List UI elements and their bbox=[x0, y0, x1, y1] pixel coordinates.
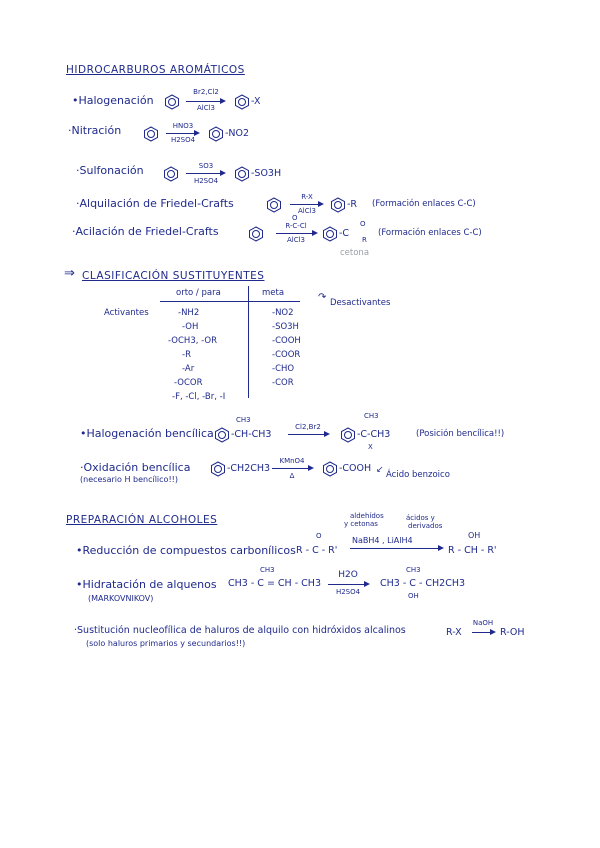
ketone-annotation: cetona bbox=[340, 248, 370, 258]
hydration-label: •Hidratación de alquenos bbox=[76, 578, 217, 591]
list-item: -OCOR bbox=[174, 378, 203, 388]
benzene-ring-icon bbox=[143, 126, 159, 142]
benzylic-oxidation-reagent-top: KMnO4 bbox=[279, 457, 305, 465]
list-item: -NH2 bbox=[178, 308, 200, 318]
arrow-head-icon bbox=[490, 629, 496, 635]
benzene-ring-icon bbox=[163, 166, 179, 182]
benzylic-oxidation-note: (necesario H bencílico!!) bbox=[80, 475, 178, 484]
list-item: -COR bbox=[272, 378, 294, 388]
reaction-arrow bbox=[350, 548, 440, 549]
markovnikov-label: (MARKOVNIKOV) bbox=[88, 594, 154, 603]
hydration-reagent-top: H2O bbox=[338, 570, 358, 580]
list-item: -OH bbox=[182, 322, 199, 332]
nitration-reagent-top: HNO3 bbox=[172, 122, 194, 130]
halogenation-reagent-bottom: AlCl3 bbox=[196, 104, 216, 112]
reaction-arrow bbox=[186, 173, 222, 174]
section-title-classification: CLASIFICACIÓN SUSTITUYENTES bbox=[82, 270, 265, 282]
alkylation-reagent-bottom: AlCl3 bbox=[297, 207, 317, 215]
table-divider-horizontal bbox=[160, 301, 300, 302]
acylation-label: ·Acilación de Friedel-Crafts bbox=[72, 225, 219, 238]
reduction-reagent: NaBH4 , LiAlH4 bbox=[352, 536, 413, 545]
benzylic-oxidation-chain: -CH2CH3 bbox=[227, 463, 271, 474]
reduction-note-aldehydes: aldehídos bbox=[350, 512, 384, 520]
sulfonation-reagent-bottom: H2SO4 bbox=[193, 177, 219, 185]
pointer-arrow-icon: ↙ bbox=[376, 465, 384, 475]
benzylic-ch3-top: CH3 bbox=[236, 416, 251, 424]
arrow-head-icon bbox=[438, 545, 444, 551]
substitution-product: R-OH bbox=[500, 627, 525, 638]
benzene-ring-icon bbox=[164, 94, 180, 110]
table-divider-vertical bbox=[248, 286, 249, 398]
sulfonation-product: -SO3H bbox=[251, 168, 282, 179]
halogenation-reagent-top: Br2,Cl2 bbox=[193, 88, 219, 96]
list-item: -F, -Cl, -Br, -I bbox=[172, 392, 226, 402]
reduction-reactant-oxygen: O bbox=[316, 532, 322, 540]
reduction-product: R - CH - R' bbox=[448, 545, 497, 556]
reaction-arrow bbox=[328, 584, 366, 585]
halogenation-label: •Halogenación bbox=[72, 94, 154, 107]
list-item: -CHO bbox=[272, 364, 295, 374]
deactivating-label: Desactivantes bbox=[330, 298, 391, 308]
reaction-arrow bbox=[472, 632, 492, 633]
reduction-note-ketones: y cetonas bbox=[344, 520, 378, 528]
reaction-arrow bbox=[288, 434, 326, 435]
ortho-para-header: orto / para bbox=[176, 288, 221, 298]
reduction-note-derivatives: derivados bbox=[408, 522, 443, 530]
meta-header: meta bbox=[262, 288, 285, 298]
reaction-arrow bbox=[186, 101, 222, 102]
arrow-head-icon bbox=[324, 431, 330, 437]
benzene-ring-icon bbox=[322, 226, 338, 242]
sulfonation-label: ·Sulfonación bbox=[76, 164, 144, 177]
benzene-ring-icon bbox=[234, 166, 250, 182]
benzene-ring-icon bbox=[340, 427, 356, 443]
section-title-alcohols: PREPARACIÓN ALCOHOLES bbox=[66, 514, 218, 526]
acylation-reagent-top: R-C-Cl bbox=[285, 222, 307, 230]
list-item: -COOR bbox=[272, 350, 301, 360]
acylation-note: (Formación enlaces C-C) bbox=[378, 228, 482, 238]
activating-label: Activantes bbox=[104, 308, 149, 318]
nitration-product: -NO2 bbox=[225, 128, 250, 139]
acylation-product: -C bbox=[339, 228, 350, 239]
halogenation-product: -X bbox=[251, 96, 261, 107]
benzylic-oxidation-label: ·Oxidación bencílica bbox=[80, 461, 191, 474]
hydration-reactant: CH3 - C = CH - CH3 bbox=[228, 578, 321, 589]
implies-arrow-icon: ⇒ bbox=[64, 266, 75, 281]
nitration-label: ·Nitración bbox=[68, 124, 122, 137]
section-title-aromatics: HIDROCARBUROS AROMÁTICOS bbox=[66, 64, 245, 76]
arrow-head-icon bbox=[308, 465, 314, 471]
benzylic-halogenation-label: •Halogenación bencílica bbox=[80, 427, 214, 440]
list-item: -NO2 bbox=[272, 308, 294, 318]
substitution-label: ·Sustitución nucleofílica de haluros de alquilo con hidróxidos alcalinos bbox=[74, 625, 406, 636]
substitution-reactant: R-X bbox=[446, 627, 462, 638]
list-item: -COOH bbox=[272, 336, 301, 346]
benzylic-chain: -CH-CH3 bbox=[231, 429, 272, 440]
benzylic-oxidation-product: -COOH bbox=[339, 463, 372, 474]
acylation-product-oxygen: O bbox=[360, 220, 366, 228]
list-item: -R bbox=[182, 350, 191, 360]
benzylic-oxidation-reagent-bottom: Δ bbox=[289, 472, 295, 480]
hydration-reactant-ch3: CH3 bbox=[260, 566, 275, 574]
acylation-reagent-bottom: AlCl3 bbox=[286, 236, 306, 244]
benzylic-halogenation-reagent: Cl2,Br2 bbox=[295, 423, 321, 431]
benzene-ring-icon bbox=[266, 197, 282, 213]
benzylic-product-ch3: CH3 bbox=[364, 412, 379, 420]
benzylic-product-x: X bbox=[368, 443, 373, 451]
benzoic-acid-label: Ácido benzoico bbox=[386, 470, 450, 480]
alkylation-product: -R bbox=[347, 199, 358, 210]
arrow-head-icon bbox=[364, 581, 370, 587]
curved-arrow-icon: ↷ bbox=[318, 292, 327, 303]
reaction-arrow bbox=[166, 133, 196, 134]
reduction-product-oh: OH bbox=[468, 531, 481, 540]
alkylation-note: (Formación enlaces C-C) bbox=[372, 199, 476, 209]
arrow-head-icon bbox=[220, 170, 226, 176]
benzene-ring-icon bbox=[234, 94, 250, 110]
benzene-ring-icon bbox=[210, 461, 226, 477]
list-item: -Ar bbox=[182, 364, 195, 374]
reduction-note-acids: ácidos y bbox=[406, 514, 435, 522]
substitution-note: (solo haluros primarios y secundarios!!) bbox=[86, 639, 246, 648]
list-item: -SO3H bbox=[272, 322, 299, 332]
alkylation-label: ·Alquilación de Friedel-Crafts bbox=[76, 197, 234, 210]
reduction-label: •Reducción de compuestos carbonílicos bbox=[76, 544, 296, 557]
benzene-ring-icon bbox=[208, 126, 224, 142]
substitution-reagent: NaOH bbox=[472, 619, 494, 627]
acylation-product-r: R bbox=[362, 236, 367, 244]
benzene-ring-icon bbox=[322, 461, 338, 477]
reaction-arrow bbox=[272, 468, 310, 469]
sulfonation-reagent-top: SO3 bbox=[198, 162, 214, 170]
nitration-reagent-bottom: H2SO4 bbox=[170, 136, 196, 144]
hydration-product-oh: OH bbox=[408, 592, 419, 600]
reaction-arrow bbox=[290, 204, 320, 205]
benzylic-product-chain: -C-CH3 bbox=[357, 429, 391, 440]
reduction-reactant: R - C - R' bbox=[296, 545, 338, 556]
hydration-product: CH3 - C - CH2CH3 bbox=[380, 578, 466, 589]
benzene-ring-icon bbox=[248, 226, 264, 242]
hydration-reagent-bottom: H2SO4 bbox=[335, 588, 361, 596]
benzene-ring-icon bbox=[214, 427, 230, 443]
list-item: -OCH3, -OR bbox=[168, 336, 218, 346]
acylation-reagent-oxygen: O bbox=[292, 214, 298, 222]
hydration-product-ch3: CH3 bbox=[406, 566, 421, 574]
alkylation-reagent-top: R-X bbox=[301, 193, 313, 201]
reaction-arrow bbox=[276, 233, 314, 234]
benzene-ring-icon bbox=[330, 197, 346, 213]
benzylic-halogenation-note: (Posición bencílica!!) bbox=[416, 429, 505, 439]
